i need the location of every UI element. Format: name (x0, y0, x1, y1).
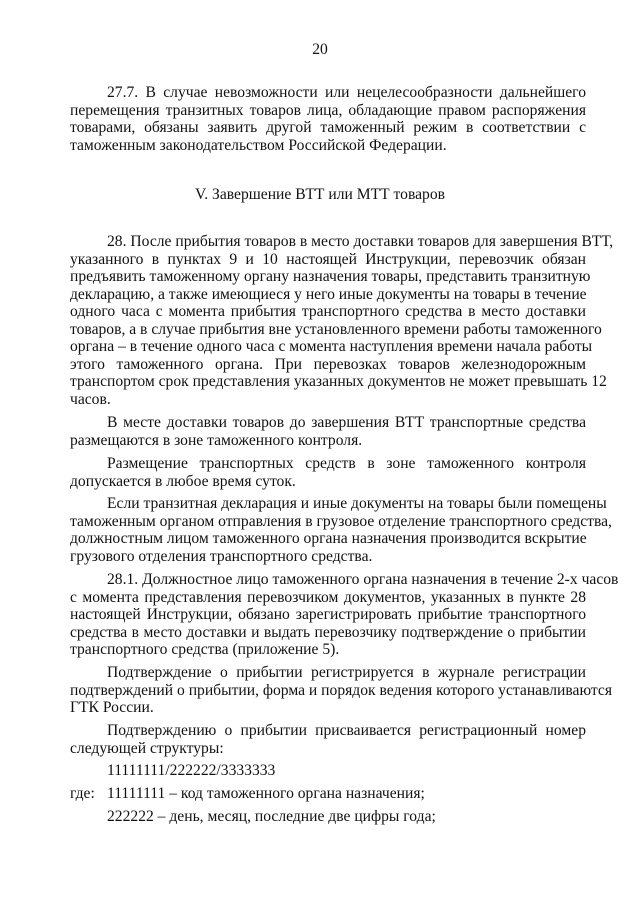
text-line: 27.7. В случае невозможности или нецелесообразности дальнейшего (107, 84, 586, 101)
text-line: размещаются в зоне таможенного контроля. (70, 431, 363, 449)
text-line: Подтверждение о прибытии регистрируется в журнале регистрации (107, 664, 586, 681)
paragraph (70, 571, 619, 659)
text-line: часов. (70, 390, 111, 408)
text-line: должностным лицом таможенного органа назначения производится вскрытие (70, 530, 587, 547)
text-line: с момента представления перевозчиком документов, указанных в пункте 28 (70, 588, 586, 606)
paragraph (70, 455, 586, 490)
text-line: ГТК России. (70, 699, 154, 716)
paragraph (70, 664, 612, 717)
page-number: 20 (312, 41, 328, 58)
text-line: грузового отделения транспортного средства. (70, 547, 373, 565)
where-label: где: (70, 785, 95, 802)
text-line: таможенным органом отправления в грузовое отделение транспортного средства, (70, 512, 612, 530)
text-line: 11111111/222222/3333333 (107, 762, 276, 779)
where-item: 222222 – день, месяц, последние две цифры года; (107, 808, 436, 825)
text-line: В месте доставки товаров до завершения ВТТ транспортные средства (107, 414, 586, 431)
paragraph (70, 495, 612, 565)
text-line: органа – в течение одного часа с момента наступления времени начала работы (70, 338, 593, 355)
text-line: декларацию, а также имеющиеся у него иные документы на товары в течение (70, 285, 587, 303)
paragraph (70, 84, 586, 154)
paragraph (70, 233, 614, 408)
text-line: предъявить таможенному органу назначения товары, представить транзитную (70, 268, 591, 285)
text-line: товаров, а в случае прибытия вне установленного времени работы таможенного (70, 320, 602, 338)
paragraph (70, 762, 586, 780)
text-line: 28.1. Должностное лицо таможенного органа назначения в течение 2-х часов (107, 571, 619, 588)
text-line: таможенным законодательством Российской Федерации. (70, 136, 447, 154)
where-item: 11111111 – код таможенного органа назначения; (107, 785, 425, 802)
text-line: настоящей Инструкции, обязано зарегистрировать прибытие транспортного (70, 606, 586, 623)
text-line: допускается в любое время суток. (70, 472, 296, 490)
text-line: одного часа с момента прибытия транспортного средства в место доставки (70, 303, 586, 320)
text-line: транспортного средства (приложение 5). (70, 641, 340, 658)
text-line: средства в место доставки и выдать перевозчику подтверждение о прибытии (70, 623, 586, 641)
paragraph (70, 722, 586, 757)
text-line: 28. После прибытия товаров в место доставки товаров для завершения ВТТ, (107, 233, 614, 250)
text-line: товарами, обязаны заявить другой таможенный режим в соответствии с (70, 119, 586, 136)
text-line: перемещения транзитных товаров лица, обладающие правом распоряжения (70, 101, 586, 119)
paragraph (70, 414, 586, 449)
text-line: указанного в пунктах 9 и 10 настоящей Инструкции, перевозчик обязан (70, 250, 586, 268)
text-line: Если транзитная декларация и иные документы на товары были помещены (107, 495, 607, 512)
text-line: транспортом срок представления указанных документов не может превышать 12 (70, 373, 607, 390)
text-line: следующей структуры: (70, 739, 224, 757)
section-heading: V. Завершение ВТТ или МТТ товаров (195, 186, 445, 203)
text-line: Размещение транспортных средств в зоне таможенного контроля (107, 455, 586, 472)
text-line: подтверждений о прибытии, форма и порядок ведения которого устанавливаются (70, 681, 612, 699)
text-line: Подтверждению о прибытии присваивается регистрационный номер (107, 722, 586, 739)
text-line: этого таможенного органа. При перевозках товаров железнодорожным (70, 355, 586, 373)
